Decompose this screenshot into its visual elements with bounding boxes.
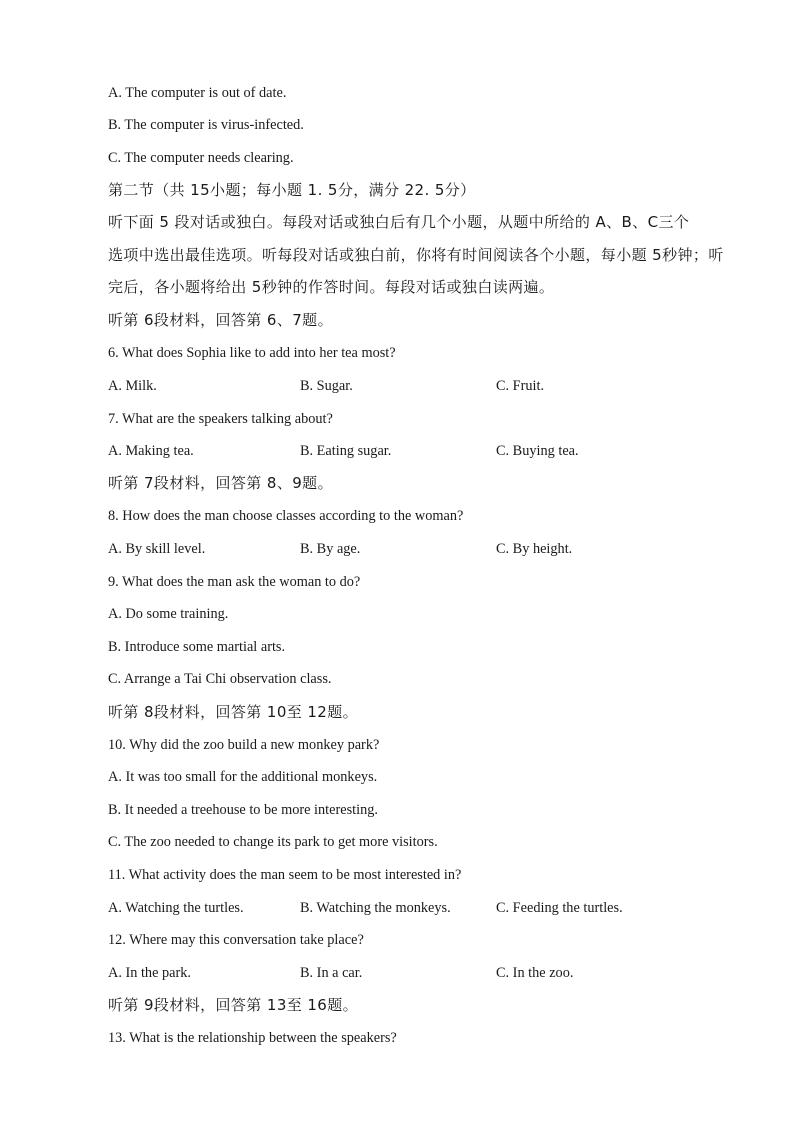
prev-option-b: B. The computer is virus-infected.	[108, 117, 304, 133]
q12-option-b: B. In a car.	[300, 965, 363, 981]
q11-option-c: C. Feeding the turtles.	[496, 900, 623, 916]
prev-option-c: C. The computer needs clearing.	[108, 150, 294, 166]
instruction-line-2: 选项中选出最佳选项。听每段对话或独白前，你将有时间阅读各个小题，每小题 5秒钟；听	[108, 246, 724, 264]
q8-option-b: B. By age.	[300, 541, 361, 557]
q10-option-a: A. It was too small for the additional monkeys.	[108, 769, 378, 785]
q12-option-a: A. In the park.	[108, 965, 191, 981]
prev-option-a: A. The computer is out of date.	[108, 85, 287, 101]
question-11: 11. What activity does the man seem to be most interested in?	[108, 867, 462, 883]
q9-option-b: B. Introduce some martial arts.	[108, 639, 286, 655]
instruction-line-3: 完后，各小题将给出 5秒钟的作答时间。每段对话或独白读两遍。	[108, 278, 555, 296]
instruction-line-1: 听下面 5 段对话或独白。每段对话或独白后有几个小题，从题中所给的 A、B、C三个	[108, 213, 690, 231]
section-heading: 第二节（共 15小题；每小题 1. 5分，满分 22. 5分）	[108, 181, 476, 199]
question-6: 6. What does Sophia like to add into her tea most?	[108, 345, 396, 361]
group-header-7: 听第 7段材料，回答第 8、9题。	[108, 474, 333, 492]
question-7: 7. What are the speakers talking about?	[108, 411, 333, 427]
q8-option-a: A. By skill level.	[108, 541, 206, 557]
q12-option-c: C. In the zoo.	[496, 965, 574, 981]
q9-option-a: A. Do some training.	[108, 606, 229, 622]
q9-option-c: C. Arrange a Tai Chi observation class.	[108, 671, 332, 687]
q6-option-a: A. Milk.	[108, 378, 157, 394]
q11-option-a: A. Watching the turtles.	[108, 900, 244, 916]
question-13: 13. What is the relationship between the speakers?	[108, 1030, 397, 1046]
q8-option-c: C. By height.	[496, 541, 573, 557]
q6-option-c: C. Fruit.	[496, 378, 545, 394]
q10-option-b: B. It needed a treehouse to be more interesting.	[108, 802, 378, 818]
q10-option-c: C. The zoo needed to change its park to get more visitors.	[108, 834, 438, 850]
q7-option-c: C. Buying tea.	[496, 443, 579, 459]
group-header-9: 听第 9段材料，回答第 13至 16题。	[108, 996, 359, 1014]
q6-option-b: B. Sugar.	[300, 378, 353, 394]
q7-option-a: A. Making tea.	[108, 443, 194, 459]
question-10: 10. Why did the zoo build a new monkey park?	[108, 737, 380, 753]
question-8: 8. How does the man choose classes according to the woman?	[108, 508, 464, 524]
q11-option-b: B. Watching the monkeys.	[300, 900, 451, 916]
question-9: 9. What does the man ask the woman to do?	[108, 574, 361, 590]
q7-option-b: B. Eating sugar.	[300, 443, 392, 459]
question-12: 12. Where may this conversation take place?	[108, 932, 364, 948]
group-header-8: 听第 8段材料，回答第 10至 12题。	[108, 703, 359, 721]
group-header-6: 听第 6段材料，回答第 6、7题。	[108, 311, 333, 329]
